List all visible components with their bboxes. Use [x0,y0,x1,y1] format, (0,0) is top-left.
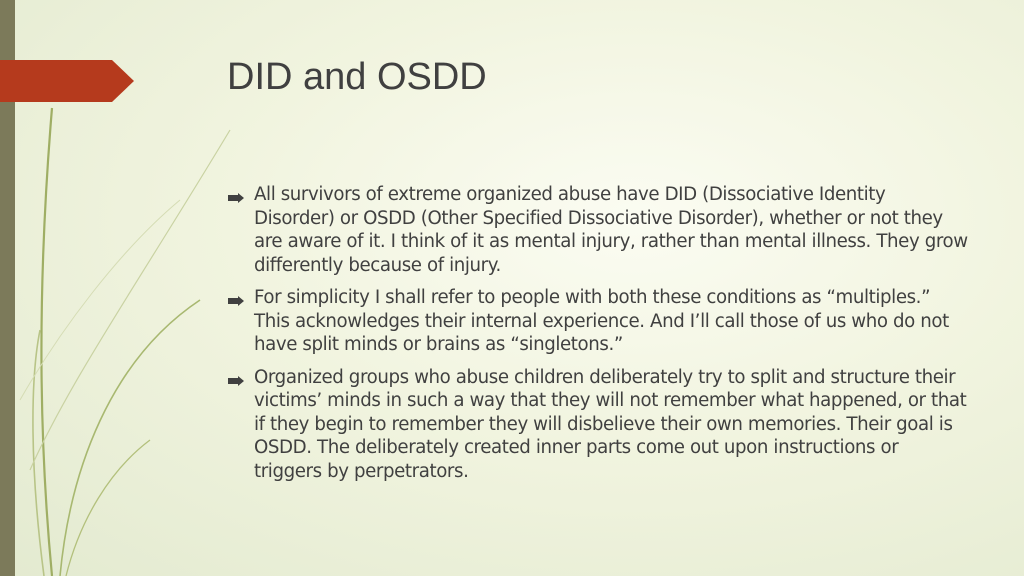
bullet-text: For simplicity I shall refer to people with both these conditions as “multiples.” This acknowledges their internal experience. And I’ll call those of us who do not have split minds or brains as “singletons.” [254,287,949,355]
title-accent-arrow [0,60,134,102]
slide-title: DID and OSDD [227,56,487,98]
bullet-item [228,286,968,357]
bullet-text: All survivors of extreme organized abuse have DID (Dissociative Identity Disorder) or OSDD (Other Specified Dissociative Disorder), whether or not they are aware of it. I think of it as mental injury, rather than mental illness. They grow differently because of injury. [254,184,968,276]
pen-arrow-icon [228,183,254,208]
bullet-item [228,183,968,277]
bullet-item [228,366,968,484]
bullet-list [228,183,968,492]
bullet-text: Organized groups who abuse children deliberately try to split and structure their victims’ minds in such a way that they will not remember what happened, or that if they begin to remember they will disbelieve their own memories. Their goal is OSDD. The deliberately created inner parts come out upon instructions or triggers by perpetrators. [254,366,967,482]
pen-arrow-icon [228,286,254,311]
pen-arrow-icon [228,366,254,391]
